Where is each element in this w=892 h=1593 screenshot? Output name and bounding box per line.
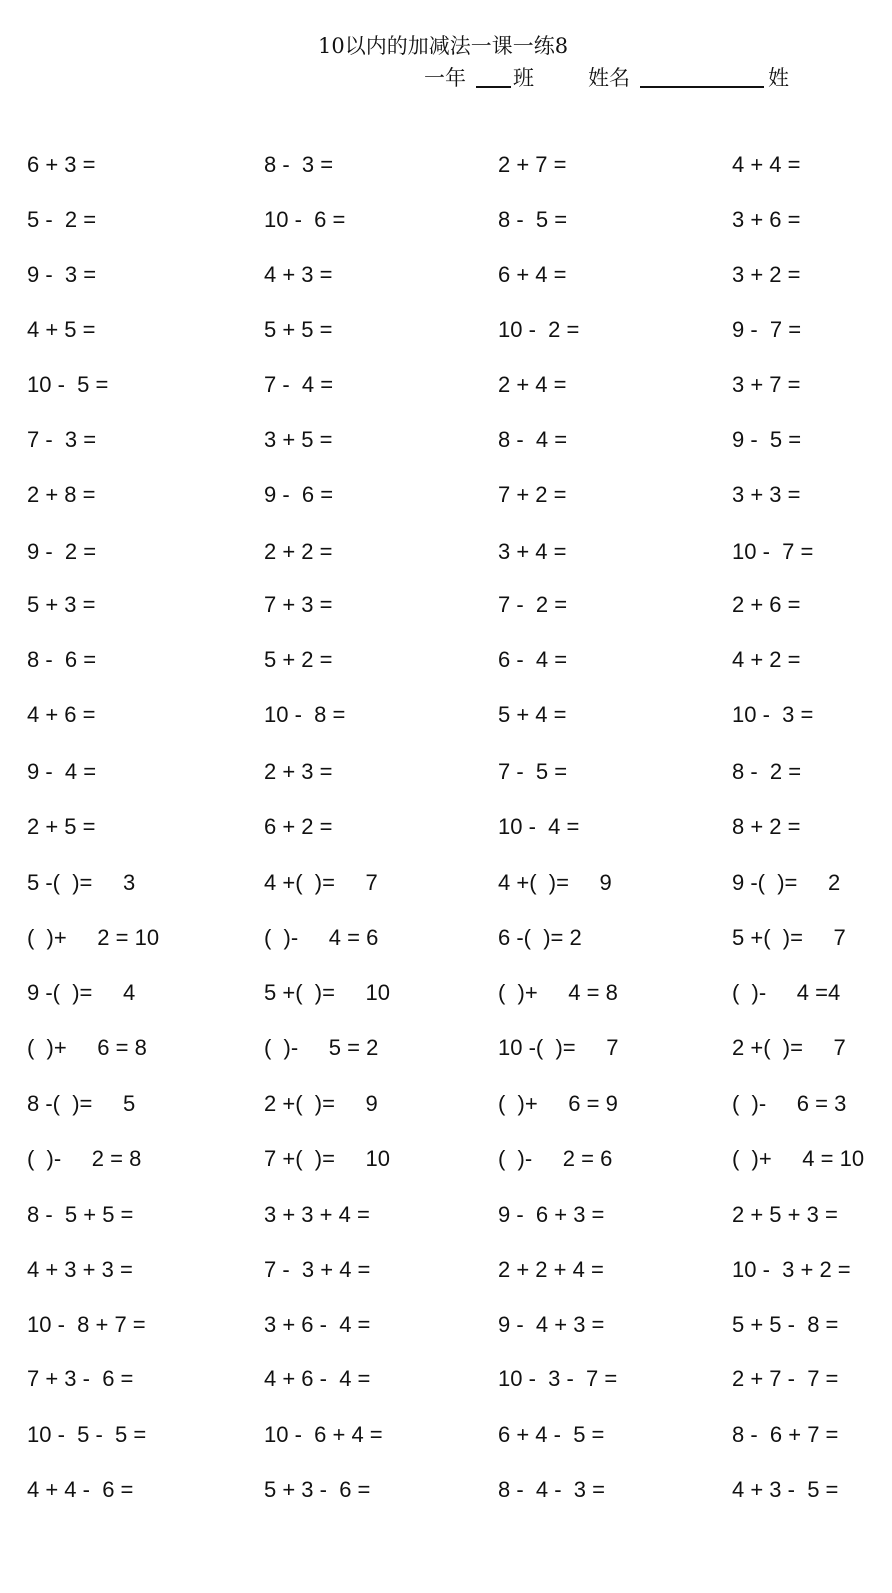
math-problem: 4 + 3 = [264, 262, 333, 287]
math-problem: 7 - 4 = [264, 372, 334, 397]
problem-row [0, 585, 892, 625]
math-problem: 2 + 6 = [732, 592, 801, 617]
math-problem: 3 + 4 = [498, 539, 567, 564]
math-problem: 10 - 6 = [264, 207, 346, 232]
problem-row [0, 1139, 892, 1179]
class-blank-line [476, 86, 511, 88]
math-problem: 7 + 3 - 6 = [27, 1366, 134, 1391]
math-problem: 5 + 5 = [264, 317, 333, 342]
math-problem: 10 - 3 - 7 = [498, 1366, 618, 1391]
problem-row [0, 918, 892, 958]
math-problem: 8 - 5 + 5 = [27, 1202, 134, 1227]
math-problem: 7 - 5 = [498, 759, 568, 784]
math-problem: 5 + 2 = [264, 647, 333, 672]
math-problem: 8 - 6 = [27, 647, 97, 672]
math-problem: 3 + 5 = [264, 427, 333, 452]
math-problem: 8 + 2 = [732, 814, 801, 839]
math-problem: 2 + 8 = [27, 482, 96, 507]
math-problem: 2 + 4 = [498, 372, 567, 397]
math-problem: 5 + 3 = [27, 592, 96, 617]
problem-row [0, 1305, 892, 1345]
math-problem: 5 -( )= 3 [27, 870, 136, 895]
math-problem: 9 - 4 + 3 = [498, 1312, 605, 1337]
math-problem: 6 - 4 = [498, 647, 568, 672]
math-problem: 6 + 3 = [27, 152, 96, 177]
problem-row [0, 1250, 892, 1290]
math-problem: 8 - 5 = [498, 207, 568, 232]
math-problem: 8 - 4 - 3 = [498, 1477, 605, 1502]
class-label: 班 [513, 66, 534, 90]
math-problem: 7 - 3 + 4 = [264, 1257, 371, 1282]
math-problem: ( )+ 4 = 8 [498, 980, 618, 1005]
problem-row [0, 752, 892, 792]
math-problem: 3 + 3 + 4 = [264, 1202, 370, 1227]
math-problem: 4 + 4 = [732, 152, 801, 177]
math-problem: 9 -( )= 2 [732, 870, 841, 895]
math-problem: 4 + 3 + 3 = [27, 1257, 133, 1282]
math-problem: ( )+ 2 = 10 [27, 925, 160, 950]
math-problem: 6 -( )= 2 [498, 925, 582, 950]
math-problem: 5 + 3 - 6 = [264, 1477, 371, 1502]
math-problem: ( )- 4 =4 [732, 980, 841, 1005]
math-problem: ( )+ 6 = 9 [498, 1091, 618, 1116]
problem-row [0, 973, 892, 1013]
math-problem: 8 - 6 + 7 = [732, 1422, 839, 1447]
math-problem: 5 - 2 = [27, 207, 97, 232]
problem-row [0, 1415, 892, 1455]
grade-label: 一年 [424, 66, 466, 90]
math-problem: ( )- 5 = 2 [264, 1035, 379, 1060]
problem-row [0, 255, 892, 295]
problem-row [0, 1028, 892, 1068]
math-problem: 9 - 4 = [27, 759, 97, 784]
math-problem: 5 + 5 - 8 = [732, 1312, 839, 1337]
math-problem: 6 + 2 = [264, 814, 333, 839]
math-problem: 4 + 3 - 5 = [732, 1477, 839, 1502]
math-problem: 9 - 6 + 3 = [498, 1202, 605, 1227]
math-problem: 5 + 4 = [498, 702, 567, 727]
math-problem: 7 + 2 = [498, 482, 567, 507]
math-problem: 2 + 2 + 4 = [498, 1257, 604, 1282]
problem-row [0, 1084, 892, 1124]
problem-row [0, 807, 892, 847]
math-problem: 7 - 2 = [498, 592, 568, 617]
math-problem: ( )- 2 = 6 [498, 1146, 613, 1171]
name-blank-line [640, 86, 764, 88]
math-problem: 4 + 6 = [27, 702, 96, 727]
math-problem: ( )+ 4 = 10 [732, 1146, 865, 1171]
math-problem: 7 +( )= 10 [264, 1146, 390, 1171]
math-problem: 6 + 4 = [498, 262, 567, 287]
problem-row [0, 420, 892, 460]
problem-row [0, 310, 892, 350]
math-problem: 9 -( )= 4 [27, 980, 136, 1005]
math-problem: ( )- 6 = 3 [732, 1091, 847, 1116]
math-problem: 10 - 6 + 4 = [264, 1422, 383, 1447]
problem-row [0, 365, 892, 405]
problem-row [0, 200, 892, 240]
math-problem: 8 -( )= 5 [27, 1091, 136, 1116]
math-problem: 8 - 2 = [732, 759, 802, 784]
problem-row [0, 145, 892, 185]
math-problem: 2 + 7 = [498, 152, 567, 177]
math-problem: 10 -( )= 7 [498, 1035, 619, 1060]
math-problem: 2 +( )= 9 [264, 1091, 378, 1116]
math-problem: 10 - 8 = [264, 702, 346, 727]
math-problem: 9 - 2 = [27, 539, 97, 564]
math-problem: 8 - 3 = [264, 152, 334, 177]
problem-row [0, 532, 892, 572]
math-problem: 4 +( )= 7 [264, 870, 378, 895]
math-problem: 10 - 5 = [27, 372, 109, 397]
math-problem: 3 + 2 = [732, 262, 801, 287]
surname-label: 姓 [768, 66, 789, 90]
worksheet-title: 10以内的加减法一课一练8 [318, 34, 569, 58]
math-problem: 4 + 4 - 6 = [27, 1477, 134, 1502]
math-problem: ( )- 4 = 6 [264, 925, 379, 950]
math-problem: 3 + 6 - 4 = [264, 1312, 371, 1337]
math-problem: 5 +( )= 10 [264, 980, 390, 1005]
problem-row [0, 475, 892, 515]
math-problem: 10 - 2 = [498, 317, 580, 342]
math-problem: 3 + 7 = [732, 372, 801, 397]
math-problem: 10 - 5 - 5 = [27, 1422, 147, 1447]
math-problem: 2 + 2 = [264, 539, 333, 564]
problem-row [0, 1470, 892, 1510]
math-problem: 5 +( )= 7 [732, 925, 846, 950]
math-problem: ( )+ 6 = 8 [27, 1035, 147, 1060]
math-problem: 9 - 3 = [27, 262, 97, 287]
math-problem: 9 - 5 = [732, 427, 802, 452]
problem-row [0, 695, 892, 735]
math-problem: 4 +( )= 9 [498, 870, 612, 895]
math-problem: 10 - 8 + 7 = [27, 1312, 146, 1337]
math-problem: 2 + 5 + 3 = [732, 1202, 838, 1227]
math-problem: 2 + 3 = [264, 759, 333, 784]
math-problem: 7 - 3 = [27, 427, 97, 452]
math-problem: 3 + 3 = [732, 482, 801, 507]
math-problem: 10 - 3 = [732, 702, 814, 727]
math-problem: 4 + 2 = [732, 647, 801, 672]
problem-row [0, 1195, 892, 1235]
math-problem: 7 + 3 = [264, 592, 333, 617]
math-problem: 10 - 7 = [732, 539, 814, 564]
math-problem: 10 - 3 + 2 = [732, 1257, 851, 1282]
name-label: 姓名 [588, 66, 630, 90]
problem-row [0, 640, 892, 680]
math-problem: 2 + 7 - 7 = [732, 1366, 839, 1391]
math-problem: 3 + 6 = [732, 207, 801, 232]
math-problem: 9 - 6 = [264, 482, 334, 507]
math-problem: 8 - 4 = [498, 427, 568, 452]
math-problem: 4 + 5 = [27, 317, 96, 342]
math-problem: 2 + 5 = [27, 814, 96, 839]
math-problem: 10 - 4 = [498, 814, 580, 839]
problem-row [0, 1359, 892, 1399]
math-problem: 6 + 4 - 5 = [498, 1422, 605, 1447]
problem-row [0, 863, 892, 903]
math-problem: ( )- 2 = 8 [27, 1146, 142, 1171]
math-problem: 9 - 7 = [732, 317, 802, 342]
math-problem: 4 + 6 - 4 = [264, 1366, 371, 1391]
math-problem: 2 +( )= 7 [732, 1035, 846, 1060]
